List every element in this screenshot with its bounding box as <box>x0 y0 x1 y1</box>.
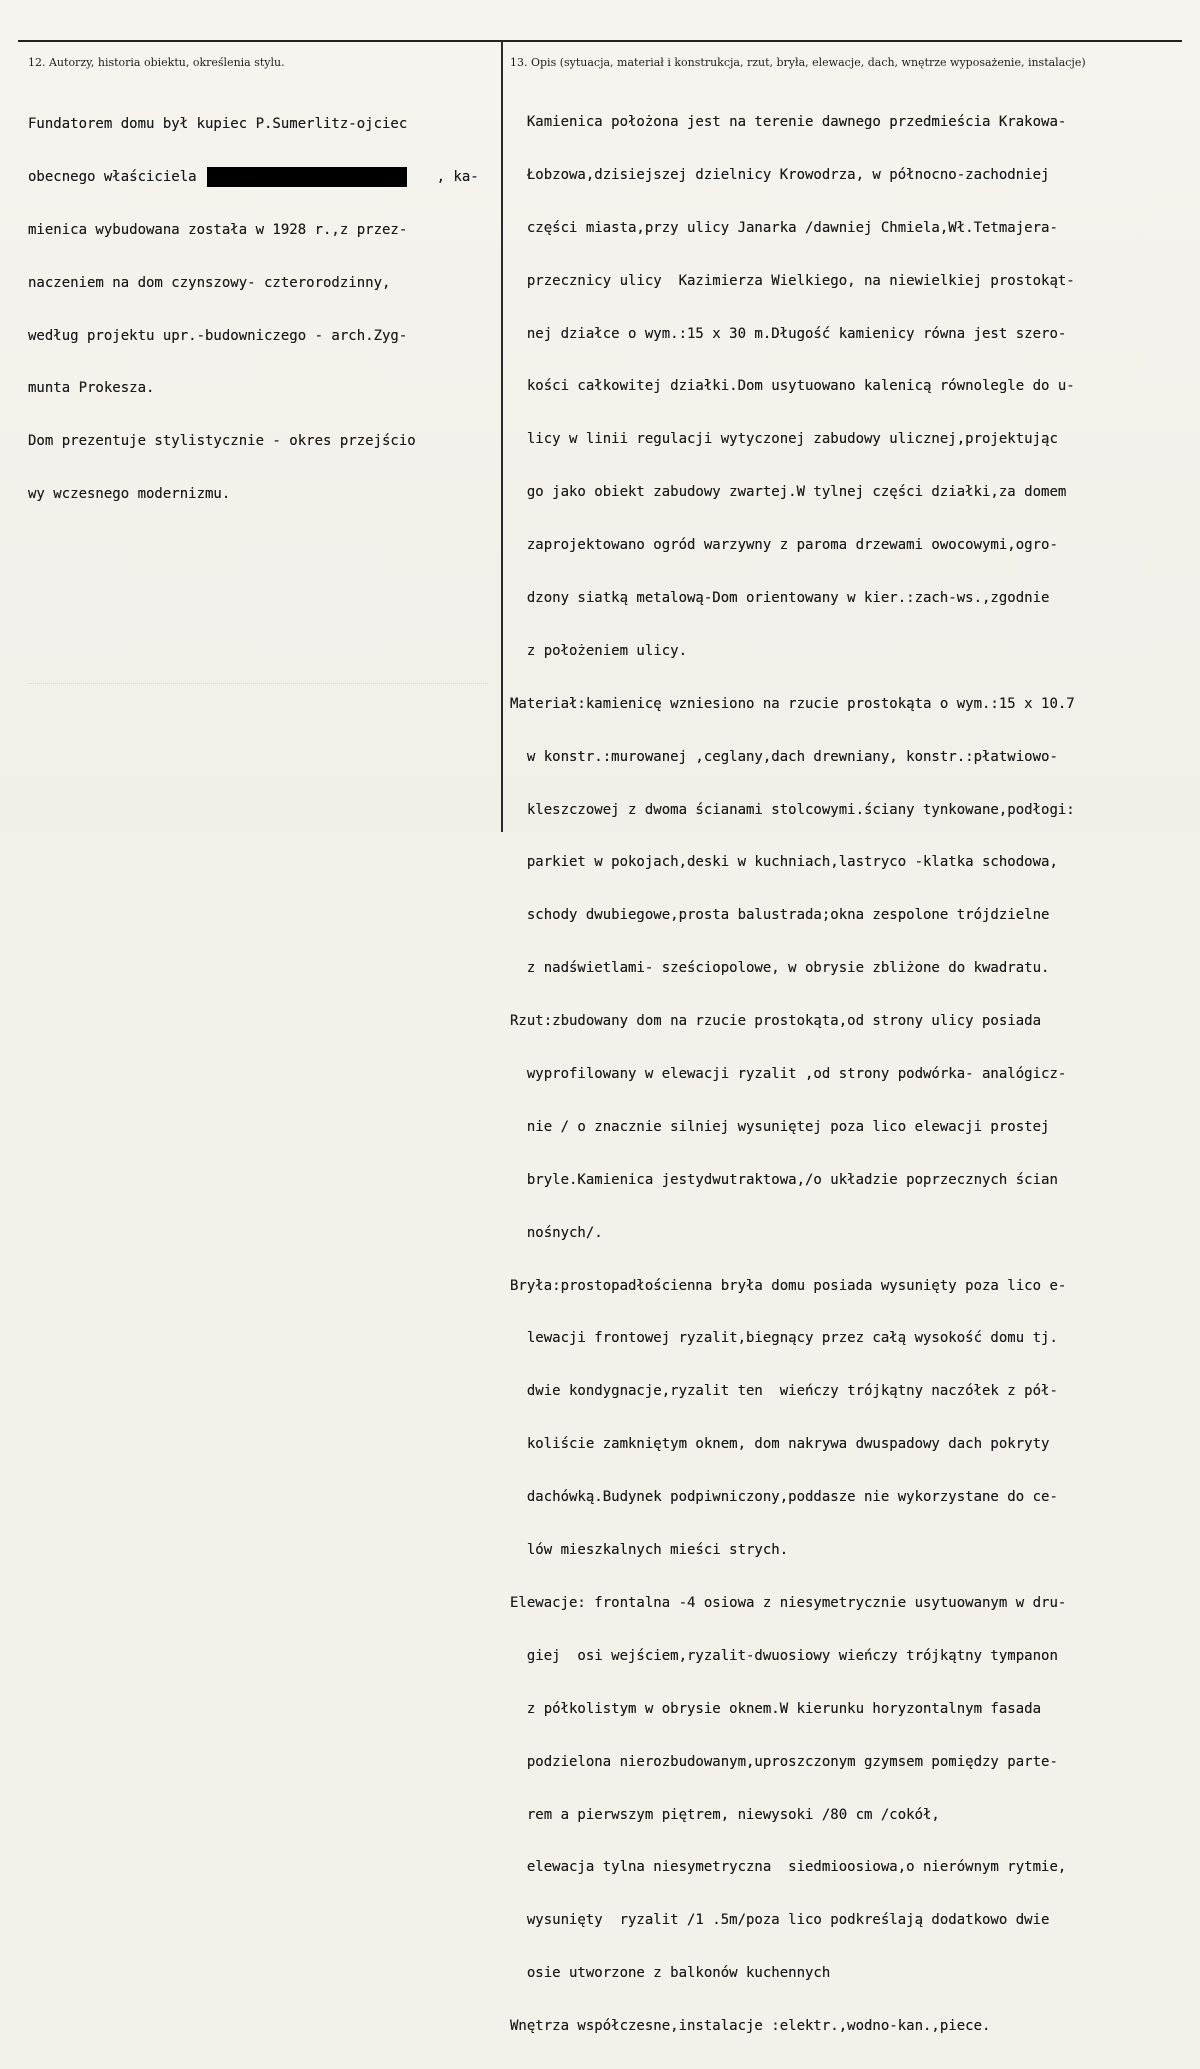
left-line: Dom prezentuje stylistycznie - okres przejścio <box>28 433 416 450</box>
right-line: Rzut:zbudowany dom na rzucie prostokąta,od strony ulicy posiada <box>510 1013 1042 1030</box>
right-line: lewacji frontowej ryzalit,biegnący przez całą wysokość domu tj. <box>510 1330 1058 1347</box>
right-line: z położeniem ulicy. <box>510 642 688 659</box>
section-12-header: 12. Autorzy, historia obiektu, określenia stylu. <box>28 56 285 69</box>
right-line: koliście zamkniętym oknem, dom nakrywa dwuspadowy dach pokryty <box>510 1436 1050 1453</box>
right-line: lów mieszkalnych mieści strych. <box>510 1542 789 1559</box>
right-line: Elewacje: frontalna -4 osiowa z niesymetrycznie usytuowanym w dru- <box>510 1594 1067 1611</box>
right-line: Łobzowa,dzisiejszej dzielnicy Krowodrza, w północno-zachodniej <box>510 166 1050 183</box>
right-line: przecznicy ulicy Kazimierza Wielkiego, na niewielkiej prostokąt- <box>510 272 1075 289</box>
right-line: z półkolistym w obrysie oknem.W kierunku horyzontalnym fasada <box>510 1700 1042 1717</box>
right-line: podzielona nierozbudowanym,uproszczonym gzymsem pomiędzy parte- <box>510 1753 1058 1770</box>
right-line: Kamienica położona jest na terenie dawnego przedmieścia Krakowa- <box>510 114 1067 130</box>
right-line: giej osi wejściem,ryzalit-dwuosiowy wieńczy trójkątny tympanon <box>510 1647 1058 1664</box>
right-line: Wnętrza współczesne,instalacje :elektr.,wodno-kan.,piece. <box>510 2018 991 2035</box>
right-line: parkiet w pokojach,deski w kuchniach,lastryco -klatka schodowa, <box>510 854 1058 871</box>
left-line: według projektu upr.-budowniczego - arch.Zyg- <box>28 327 408 344</box>
redacted-name-block <box>207 167 407 187</box>
right-line: licy w linii regulacji wytyczonej zabudowy ulicznej,projektując <box>510 431 1058 448</box>
right-line: nej działce o wym.:15 x 30 m.Długość kamienicy równa jest szero- <box>510 325 1067 342</box>
column-divider <box>501 41 503 832</box>
right-line: nośnych/. <box>510 1224 603 1241</box>
left-line: Fundatorem domu był kupiec P.Sumerlitz-ojciec <box>28 116 408 132</box>
right-line: elewacja tylna niesymetryczna siedmioosiowa,o nierównym rytmie, <box>510 1859 1067 1876</box>
right-line: kości całkowitej działki.Dom usytuowano kalenicą równolegle do u- <box>510 378 1075 395</box>
right-line: go jako obiekt zabudowy zwartej.W tylnej części działki,za domem <box>510 484 1067 501</box>
top-rule <box>18 40 1182 42</box>
right-line: schody dwubiegowe,prosta balustrada;okna zespolone trójdzielne <box>510 907 1050 924</box>
right-line: zaprojektowano ogród warzywny z paroma drzewami owocowymi,ogro- <box>510 537 1058 554</box>
section-13-header: 13. Opis (sytuacja, materiał i konstrukcja, rzut, bryła, elewacje, dach, wnętrze wyposażenie, instalacje) <box>510 56 1086 69</box>
right-line: kleszczowej z dwoma ścianami stolcowymi.ściany tynkowane,podłogi: <box>510 801 1075 818</box>
description-text <box>510 80 1075 2069</box>
right-line: Bryła:prostopadłościenna bryła domu posiada wysunięty poza lico e- <box>510 1277 1067 1294</box>
right-line: dzony siatką metalową-Dom orientowany w kier.:zach-ws.,zgodnie <box>510 590 1050 607</box>
right-line: z nadświetlami- sześciopolowe, w obrysie zbliżone do kwadratu. <box>510 960 1050 977</box>
right-line: dwie kondygnacje,ryzalit ten wieńczy trójkątny naczółek z pół- <box>510 1383 1058 1400</box>
right-line: części miasta,przy ulicy Janarka /dawniej Chmiela,Wł.Tetmajera- <box>510 219 1058 236</box>
right-line: osie utworzone z balkonów kuchennych <box>510 1965 831 1982</box>
authors-history-text <box>28 82 479 537</box>
left-line: munta Prokesza. <box>28 380 155 397</box>
right-line: bryle.Kamienica jestydwutraktowa,/o układzie poprzecznych ścian <box>510 1171 1058 1188</box>
right-line: rem a pierwszym piętrem, niewysoki /80 cm /cokół, <box>510 1806 940 1823</box>
left-line: wy wczesnego modernizmu. <box>28 486 231 503</box>
left-line-part: obecnego właściciela <box>28 168 197 185</box>
right-line: dachówką.Budynek podpiwniczony,poddasze nie wykorzystane do ce- <box>510 1489 1058 1506</box>
left-line-with-redaction <box>28 167 479 188</box>
left-line: naczeniem na dom czynszowy- czterorodzinny, <box>28 274 391 291</box>
right-line: Materiał:kamienicę wzniesiono na rzucie prostokąta o wym.:15 x 10.7 <box>510 695 1075 712</box>
faint-dotted-mark <box>28 683 488 686</box>
left-line: mienica wybudowana została w 1928 r.,z przez- <box>28 221 408 238</box>
right-line: wyprofilowany w elewacji ryzalit ,od strony podwórka- analógicz- <box>510 1066 1067 1083</box>
right-line: nie / o znacznie silniej wysuniętej poza lico elewacji prostej <box>510 1118 1050 1135</box>
right-line: w konstr.:murowanej ,ceglany,dach drewniany, konstr.:płatwiowo- <box>510 748 1058 765</box>
left-line-part: , ka- <box>436 168 479 185</box>
right-line: wysunięty ryzalit /1 .5m/poza lico podkreślają dodatkowo dwie <box>510 1912 1050 1929</box>
